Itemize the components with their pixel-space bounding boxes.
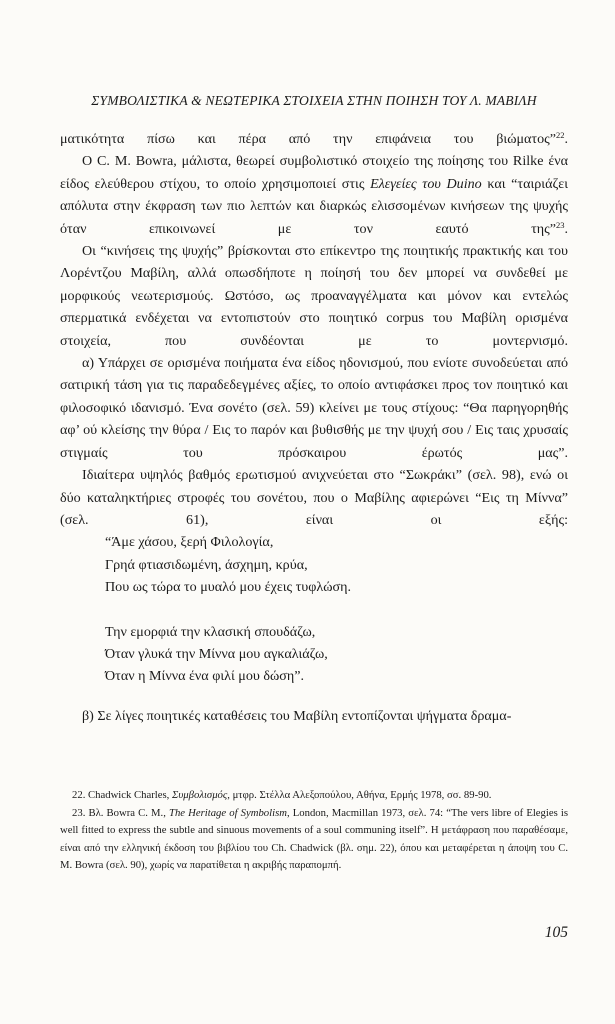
verse-line: Γρηά φτιασιδωμένη, άσχημη, κρύα, [105, 556, 308, 573]
footnote-text: , London, Macmillan 1973, σελ. 74: “The vers libre of Elegies is well fitted to express the subtle and sinuous movements of a soul communing itself”. Η μετάφραση που παραθέσαμε, είναι από την ελληνική έκδοση του βιβλίου του Ch. Chadwick (βλ. σημ. 22), όπου και μεταφέρεται η άποψη του C. M. Bowra (σελ. 90), χωρίς να παρατίθεται η ακριβής παραπομπή. [60, 806, 569, 872]
page-number: 105 [544, 924, 568, 941]
footnote-text: 22. Chadwick Charles, [72, 789, 173, 801]
verse-line: “Άμε χάσου, ξερή Φιλολογία, [105, 534, 274, 551]
work-title: Ελεγείες του Duino [370, 175, 482, 192]
footnote-ref-23: 23 [555, 219, 565, 230]
running-head: ΣΥΜΒΟΛΙΣΤΙΚΑ & ΝΕΩΤΕΡΙΚΑ ΣΤΟΙΧΕΙΑ ΣΤΗΝ ΠΟΙΗΣΗ ΤΟΥ Λ. ΜΑΒΙΛΗ [91, 93, 537, 108]
footnote-title: Συμβολισμός [172, 789, 228, 801]
footnote-ref-22: 22 [555, 130, 565, 140]
paragraph-punct: . [564, 131, 568, 147]
footnote-title: The Heritage of Symbolism [169, 806, 287, 819]
paragraph-punct: . [564, 220, 568, 237]
paragraph-text: Ο C. M. Bowra, μάλιστα, θεωρεί συμβολιστικό στοιχείο της ποίησης του Rilke ένα είδος ελεύθερου στίχου, το οποίο χρησιμοποιεί στις [60, 153, 568, 192]
paragraph: α) Υπάρχει σε ορισμένα ποιήματα ένα είδος ηδονισμού, που ενίοτε συνοδεύεται από σατιρική τάση για τις παραδεδεγμένες αξίες, το οποίο αντιφάσκει προς τον ποιητικό και φιλοσοφικό ιδανισμό. Ένα σονέτο (σελ. 59) κλείνει με τους στίχους: “Θα παρηγορηθής αφ’ ού κλείσης την θύρα / Εις το παρόν και βυθισθής με την ψυχή σου / Εις ταις χρυσαίς στιγμαίς του πρόσκαιρου έρωτός μας”. [60, 355, 568, 461]
verse-line: Όταν η Μίννα ένα φιλί μου δώση”. [105, 668, 305, 685]
verse-line: Που ως τώρα το μυαλό μου έχεις τυφλώση. [105, 579, 352, 596]
paragraph [60, 150, 568, 240]
paragraph-text: ματικότητα πίσω και πέρα από την επιφάνεια του βιώματος” [60, 131, 556, 147]
footnote-22 [60, 787, 568, 805]
verse-line: Την εμορφιά την κλασική σπουδάζω, [105, 623, 316, 640]
paragraph: Οι “κινήσεις της ψυχής” βρίσκονται στο επίκεντρο της ποιητικής πρακτικής και του Λορέντζου Μαβίλη, αλλά οπωσδήποτε η ποίησή του δεν μπορεί να συνδεθεί με μορφικούς νεωτερισμούς. Ωστόσο, ως προαναγγέλματα και μόνον και εντελώς σπερματικά ενδέχεται να εντοπιστούν στο ποιητικό corpus του Μαβίλη ορισμένα στοιχεία, που συνδέονται με το μοντερνισμό. [60, 243, 568, 349]
footnote-text: 23. Βλ. Bowra C. M., [72, 806, 169, 819]
paragraph: Ιδιαίτερα υψηλός βαθμός ερωτισμού ανιχνεύεται στο “Σωκράκι” (σελ. 98), ενώ οι δύο καταληκτήριες στροφές του σονέτου, που ο Μαβίλης αφιερώνει “Εις τη Μίννα” (σελ. 61), είναι οι εξής: [60, 467, 568, 528]
footnotes [60, 787, 568, 875]
paragraph-text: και “ταιριάζει απόλυτα στην έκφραση των πιο λεπτών και διαρκώς ελισσομένων κινήσεων της ψυχής όταν επικοινωνεί με τον εαυτό της” [60, 175, 568, 237]
verse-line: Όταν γλυκά την Μίννα μου αγκαλιάζω, [105, 645, 328, 662]
footnote-23 [60, 805, 568, 875]
footnote-text: , μτφρ. Στέλλα Αλεξοπούλου, Αθήνα, Ερμής 1978, σσ. 89-90. [227, 789, 492, 801]
paragraph: β) Σε λίγες ποιητικές καταθέσεις του Μαβίλη εντοπίζονται ψήγματα δραμα- [82, 707, 512, 724]
body-text [60, 128, 568, 727]
verse-block [105, 531, 568, 687]
book-page [60, 0, 568, 1024]
paragraph [60, 128, 568, 150]
